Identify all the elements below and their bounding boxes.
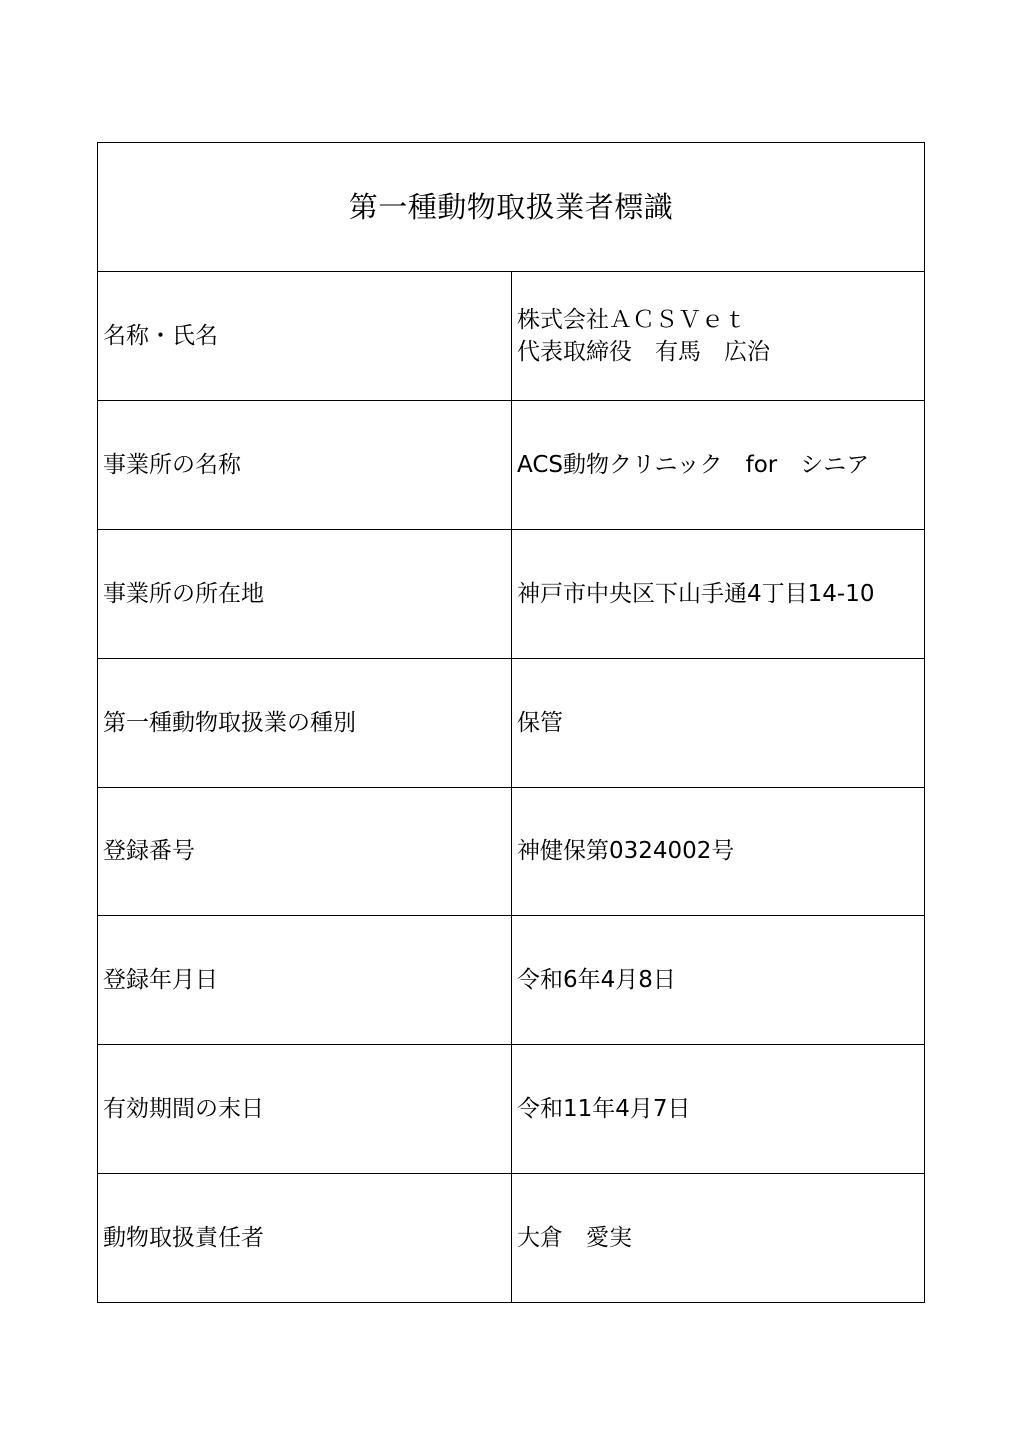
- sign-title: 第一種動物取扱業者標識: [348, 189, 674, 224]
- value-company-name: 株式会社ＡＣＳＶｅｔ: [517, 306, 747, 333]
- label-name: 名称・氏名: [98, 272, 512, 400]
- label-office-name: 事業所の名称: [98, 401, 512, 529]
- value-name: [512, 272, 924, 400]
- value-office-name: ACS動物クリニック for シニア: [517, 451, 870, 478]
- value-registration-date: 令和6年4月8日: [517, 967, 676, 994]
- row-expiration-date: [98, 1045, 924, 1174]
- row-business-type: [98, 659, 924, 788]
- value-expiration-date: 令和11年4月7日: [517, 1096, 691, 1123]
- label-responsible-person: 動物取扱責任者: [98, 1174, 512, 1302]
- sign-title-row: [98, 143, 924, 272]
- label-expiration-date: 有効期間の末日: [98, 1045, 512, 1173]
- row-registration-number: [98, 788, 924, 917]
- value-responsible-person: 大倉 愛実: [517, 1225, 632, 1252]
- value-business-type: 保管: [517, 709, 563, 736]
- value-office-address: 神戸市中央区下山手通4丁目14-10: [517, 580, 875, 607]
- value-name-lines: [517, 304, 770, 368]
- value-registration-number: 神健保第0324002号: [517, 838, 735, 865]
- row-office-name: [98, 401, 924, 530]
- row-office-address: [98, 530, 924, 659]
- row-name: [98, 272, 924, 401]
- label-business-type: 第一種動物取扱業の種別: [98, 659, 512, 787]
- label-registration-number: 登録番号: [98, 788, 512, 916]
- animal-business-sign-table: [97, 142, 925, 1303]
- row-responsible-person: [98, 1174, 924, 1302]
- label-registration-date: 登録年月日: [98, 916, 512, 1044]
- row-registration-date: [98, 916, 924, 1045]
- label-office-address: 事業所の所在地: [98, 530, 512, 658]
- sign-rows: [98, 272, 924, 1302]
- value-representative: 代表取締役 有馬 広治: [517, 338, 770, 365]
